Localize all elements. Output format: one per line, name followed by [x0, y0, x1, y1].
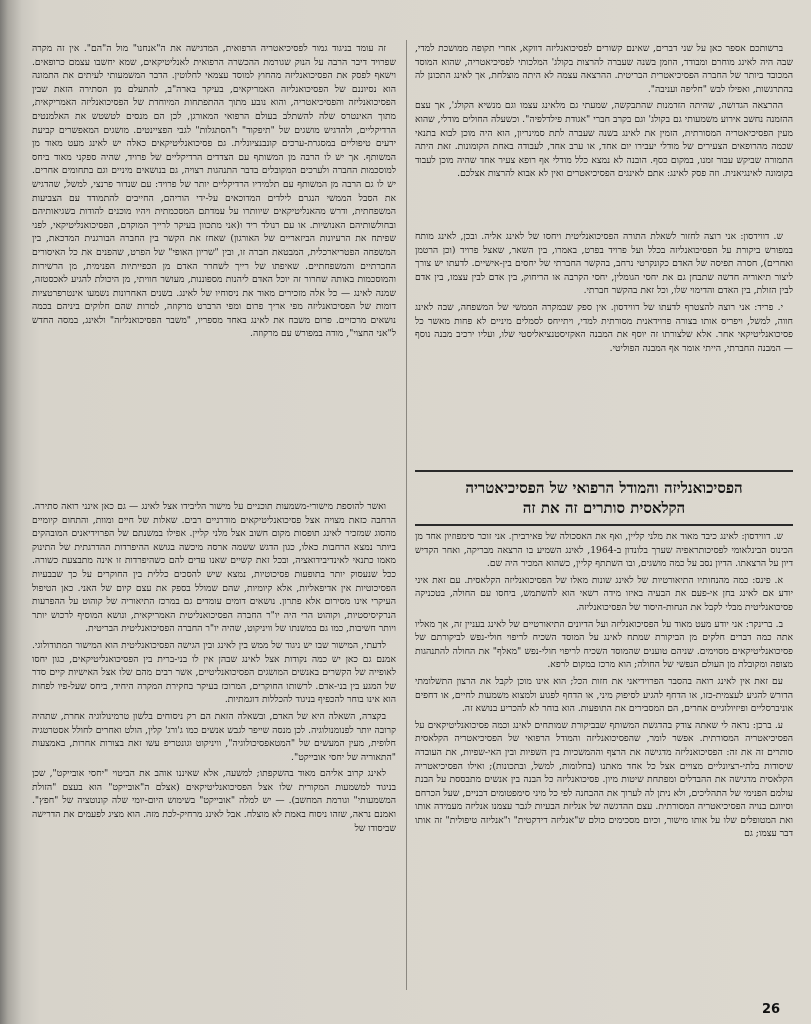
paragraph: י. פריד: אני רוצה להצטרף לדעתו של דווידסון. אין ספק שבמקרה הממשי של המשפחה, שבה לאינג חווה, למשל, ויפריס אותו בצורה פרוידאנית מסורתית למדי, ויתייחס לסמלים מיניים לא פחות מאשר כל פסיכואנליטיקאי אחר. אלא שלצורתו זה יוסף את המבנה האקזיסטנציאליסטי שלו, ועליו ירכיב מבנה נוסף — המבנה החברתי, הייתי אומר אף המבנה הפוליטי. [415, 301, 793, 354]
section-heading [415, 470, 793, 526]
paragraph: ע. ברכן: נראה לי שאתה צודק בהדגשת המשותף שבביקורת שמותחים לאינג וכמה פסיכואנליטיקאים על הפסיכיאטריה המסורתית. אפשר לומר, שהפסיכואנליזה והמודל הרפואי של הפסיכיאטריה הקלאסית סותרים זה את זה: הפסיכואנליזה מדגישה את הרצף וההמשכיות בין השפיות ובין האי-שפיות, את העובדה שיסודות בלתי-רציונליים מצויים אצל כל אחד מאתנו (בחלומות, למשל, ובתכונות); ואילו הפסיכיאטריה הקלאסית מדגישה את ההבדלים ומפתחת שיטות מיון. פסיכואנליזה כל הבנה בין אנשים מתבססת על הבנת עולמם הפנימי של התהליכים, ולא ניתן לה לערוך את ההבחנה לפי כל מיני סימפטומים דבניים, שעל הכרחם וסיווגם בנויה הפסיכיאטריה המסורתית. עצם ההדגשה של אנליזת הבעיות לגבר עצמנו אנליזה מעמידה אותו ואת המטופלים שלו על אותו מישור, וכיום מסכימים כולם ש"אנליזה דידקטית" ו"אנליזה טיפולית" זה אותו דבר עצמו; גם [415, 719, 793, 840]
left-column-bottom [32, 500, 396, 1000]
section-heading-line-2: הקלאסית סותרים זה את זה [522, 499, 686, 517]
paragraph: ש. דווידסון: אני רוצה לחזור לשאלת התורה הפסיכואנליטית ויחסו של לאינג אליה. ובכן, לאינג מותח במפורש ביקורת על הפסיכואנליזה בכלל ועל פרויד בפרט, באמרו, בין השאר, שאצל פרויד (וכן הרטמן ואחרים), חסרה תפיסה של האדם כקונקרטי נרחב, בהקשר החברתי של יחסים בין-אישיים. לדעתו יש צורך ליצור תיאוריה חדשה שתבחן גם את יחסי הגומלין, יחסי הקרבה או הריחוק, בין אדם לבין עצמו, בין אדם לבין הזולת, בין האדם והדימוי שלו, וכל זאת בהקשר חברתי. [415, 231, 793, 297]
paragraph: לאינג קרוב אליהם מאוד בהשקפתו; למשעה, אלא שאיננו אוהב את הביטוי "יחסי אובייקט", שכן בניגוד למשמעות המקורית שלו אצל הפסיכואנליטיקאים (אצלם ה"אובייקט" הוא בעצם "הזולת המשמעותי" וגורמת המחשב). — יש למלה "אובייקט" בשימוש היום-יומי שלה קונוטציה של "חפץ". ואמנם נראה, שזהו ניסוח באמת לא מוצלח. אבל לאינג מרחיק-לכת מזה. הוא מציג לפעמים את הדרישה שביסודו של [32, 768, 396, 834]
paragraph: עם זאת אין לאינג רואה בהסבר הפרוידיאני את חזות הכל; הוא אינו מוכן לקבל את הרצון התשלומתי הדורש להגיע לעצמית-כזו, או הדחף להגיע לסיפוק מיני, או הדחף לפגוע ולמצוא משמעות לחיים, או דחפים אוניברסליים ופיזיולוגיים אחרים, הם המסבירים את התופעות. הוא בוחר לא להכריע בנושא זה. [415, 675, 793, 715]
paragraph: לדעתי, המישור שבו יש ניגוד של ממש בין לאינג ובין הגישה הפסיכואנליטית הוא המישור המתודולוגי. אמנם גם כאן יש כמה נקודות אצל לאינג שבהן אין לו בני-ברית בין הפסיכואנליטיקאים, כגון יחסו לאופייה של הקשרים באנשים המושגים הפסיכואנליטיים, אשר רבים מהם שלו אצל האישיות קיים סדר של המגע בין בני-אדם. לרשותו החוקרים, המרוכז בעיקר בחקירת המקרה היחיד, ביחס שעל-פיו לפחות הוא אינו בוחר להכפיף בניגוד להכללות דוגמתיות. [32, 639, 396, 706]
left-column-top [32, 42, 396, 497]
right-column-mid [415, 230, 793, 468]
paragraph: ש. דווידסון: לאינג כיבד מאוד את מלני קליין, ואף את האסכולה של פאירבירן. אני זוכר סימפוזיון אחד מן הכינוס הבינלאומי לפסיכותראפיה שערך בלונדון ב-1964, לאינג השמיע בו הרצאה מבריקה, ואחר הקדיש דיון על הרצאתו. הדיון נסב על כמה מושגים, ובו השתתף קליין, כשהוא המכיר היה שם. [415, 531, 793, 570]
paragraph: בקצרה, השאלה היא של האדם, ובשאלה הזאת הם רק ניסוחים בלשון טרמינולוגיה אחרת, שתהיה קרובה יותר לפנומנולוגיה. לכן מנסה שייפר לגבש אנשים כמו ג'ורג' קלין, הולט ואחרים לחולל אסטרטגיה חלופית, מעין המעשים של "המטאפסיכולוגיה", וויניקוט וגונטריפ עשו זאת בצורות אחרות, באמצעות "התאוריה של יחסי אובייקט". [32, 710, 396, 763]
paragraph: ההרצאה הגדושה, שהיתה הזדמנות שהתבקשה, שמעתי גם מלאינג עצמו וגם מנשיא הקולג', אך עצם ההזמנה נחשב אירוע משמעותי גם בקולג' וגם בקרב חברי "אגודת פילדלפיה". וכשעלה החולים מודלי, שהוא מעין הפסיכיאטריה המסורתית, הזמין את לאינג בשנה שעברה לתת סמינריון, הוא היה מוכן לבוא בתנאי שכמה מהרופאים הצעירים של מודלי יעבירו יום אחד, או ערב אחד, לעבודה באחת הקומונות. זאת היתה התמורה שביקש עבור זמנו, במקום כסף. הובנה לא נמצא כלל מודלי אף רופא צעיר אחד שהיה מוכן לעבוד בקומונה לאינגיאנית. וזה פסק לאינג: אתם לאינגים הפסיכיאטרים ואין לא אבוא להרצות אצלכם. [415, 100, 793, 180]
right-column-bottom [415, 530, 793, 1000]
column-divider [406, 40, 407, 990]
section-heading-line-1: הפסיכואנליזה והמודל הרפואי של הפסיכיאטריה [465, 479, 743, 497]
paragraph: ואשר להוספת מישורי-משמעות תוכניים על מישור הליבידו אצל לאינג — גם כאן אינני רואה סתירה. הרחבה כזאת מצויה אצל פסיכואנליטיקאים מודרניים רבים. שאלות של חיים ומוות, והתחום קיומיים מהסוג שמזכיר לאינג תופסות מקום חשוב אצל מלני קליין. אפילו במשנתם של הפרוידיאנים המובהקים ביותר נמצא הרחבות כאלו, כגון הדגש ששמה ארסה מיכשה בגושא ההיפרדות ההדרגתית של התינוק מאמו כתנאי לאינדיבידואציה, ובכל זאת קשיים שאנו עדים להם כשהיפרדות זו אינה מתבצעת כשורה. ככל שנעסוק יותר בתופעות פסיכוטיות, נמצא שיש להסכים כללית בין החוקרים על כך שבבעיות הפסיכוטיות אין אדיפאליות, אלא קיומיות, שהם שמולל בספק את עצם קיום של האני. כאן הטיפול העיקרי אינו מסירום אלא פתרון. נושאים דומים עומדים גם במרכז התיאוריה של קוהוט על ההפרעות הנרקיסיסטיות, וקוהוט הרי היה יו"ר החברה הפסיכואנליטית האמריקאית, ונושא המוסיף לרכוש יותר ויותר חשיבות, כמו גם במשנתו של וויניקוט, שהיה יו"ר החברה הפסיכואנליטית הבריטית. [32, 501, 396, 635]
page-number: 26 [762, 1002, 781, 1017]
paragraph: זה עומד בניגוד גמור לפסיכיאטריה הרפואית, המדגישה את ה"אנחנו" מול ה"הם". אין זה מקרה שפרויד דיבר הרבה על הנוק שגורמת ההכשרה הרפואית לאנליטיקאים, שמא יחשבו עצמם כרופאים. וישאף לפסק את הפסיכואנליזה מהחוץ למוסד עצמאי לחלוטין. הדבר המשמעותי לעיתים את התמונה הוא נסיוננם של הפסיכואנליזה האמריקאים, בעיקר בארה"ב, להתעלם מן הסתירה הזאת שבין הפסיכואנליזה והפסיכיאטריה, והוא נובע מתוך ההתפתחות המיוחדת של הפסיכואנליזה האמריקאית, מתוך האינטרס שלה להשתלב בעולם הרפואי המאורגן, לכן הם מנסים לטשטש את האלמנטים הרדיקליים, ולהדגיש מושגים של "תיפקוד" ו"הסתגלות" לגבי הפציינטים. מושגים המאפשרים קביעת ידעים טיפוליים במסגרת-ערכים קונבנציונלית. גם פסיכואנליטיקאים כאלה יש לאינג מעט מאוד מן המשותף. אך יש לו הרבה מן המשותף עם הצדדים הרדיקליים של פרויד, שהיה ספקני מאוד ביחס למוסכמות החברה ולערכים המקובלים בדבר התנהגות רצויה, גם בנושאים מיניים וגם בתחומים אחרים. יש לו גם הרבה מן המשותף עם תלמידיו הרדיקליים יותר של פרויד: עם שנדור פרנצי, למשל, שהדגיש את הסבל הממשי הנגרם לילדים המדוכאים על-ידי הוריהם, החייבים להתמודד עם הצביעות המשפחתית, ודרש מהאנליטיקאים שיוותרו על עמדתם המסכמתית ויהיו מוכנים להודות בשגיאותיהם ובחולשותיהם האנושיות. או עם רנולד ריד ו(אני מתכוון בעיקר לרייך המוקדם, הפסיכואנליטיקאי, לפני שפיתח את הרעיונות הביזאריים של האורגון) שאחז את הקשר בין החברה הבורגנית המדכאת, בין המשפחה הפטריארכלית, המבטאת חברה זו, ובין "שריון האופי" של הפרט, שהפנים את כל האיסורים החברתיים והמשפחתיים. שאיפתו של רייך לשחרר האדם מן הכפייתיות הפנימית, מן הרשירות והמוסכמות באותה שחרור זה יוכל האדם ליהנות מספוננות, מעושר חוויתי, מן היכולת להגיע לאכסטזה, שמנה לאינג — כל אלה מזכירים מאוד את ניסוחיו של לאינג. בשנים האחרונות נשמעו אינטרפרטציות דומות של הפסיכואנליזה מפי אריך פרום ומפי הרברט מרקוזה, למרות שהם חלוקים ביניהם בכמה נושאים מרכזיים. פרום משבח את לאינג באחד מספריו, "משבר הפסיכואנליזה" ולאינג, במסה החדש ל"אני החצוי", מודה במפורש עם מרקוזה. [32, 43, 396, 340]
paragraph: א. פינס: כמה מהנחותיו התיאורטיות של לאינג שונות מאלו של הפסיכואנליזה הקלאסית. עם זאת איני יודע אם לאינג בחן אי-פעם את הבעיה באיזו מידה רשאי הוא להשתמש, ביחסו עם החולה, בטכניקה פסיכואנליטית מבלי לקבל את הנחות-היסוד של הפסיכואנליזה. [415, 574, 793, 613]
paragraph: ב. ברינקר: אני יודע מעט מאוד על הפסיכואנליזה ועל הדיונים התיאורטיים של לאינג בעניין זה, אך מאליו אתה כמה דברים חלקים מן הביקורת שמתח לאינג על המוסד השכיח לריפוי חולי-נפש לביקורתם של פסיכואנליטיקאים מסוימים. שניהם טוענים שהמוסד השכיח לריפוי חולי-נפש "מאלף" את החולה להתנהגות מצופה ומקובלת מן העולם הנפשי של החולה; הוא מרכז במקום לרפא. [415, 618, 793, 671]
paragraph: ברשותכם אספר כאן על שני דברים, שאינם קשורים לפסיכואנליזה דווקא, אחרי תקופה ממושכת למדי, שבה היה לאינג מוחרם ומבודד, הוזמן בשנה שעברה להרצות בקולג' המלכותי לפסיכיאטריה, שהוא המוסד המכובד ביותר של החברה הפסיכיאטרית הבריטית. ההרצאה עצמה לא היתה מוצלחת, אך לאינג התכונן לה בהתרגשות, ואפילו לבש "חליפה ועניבה". [415, 43, 793, 95]
